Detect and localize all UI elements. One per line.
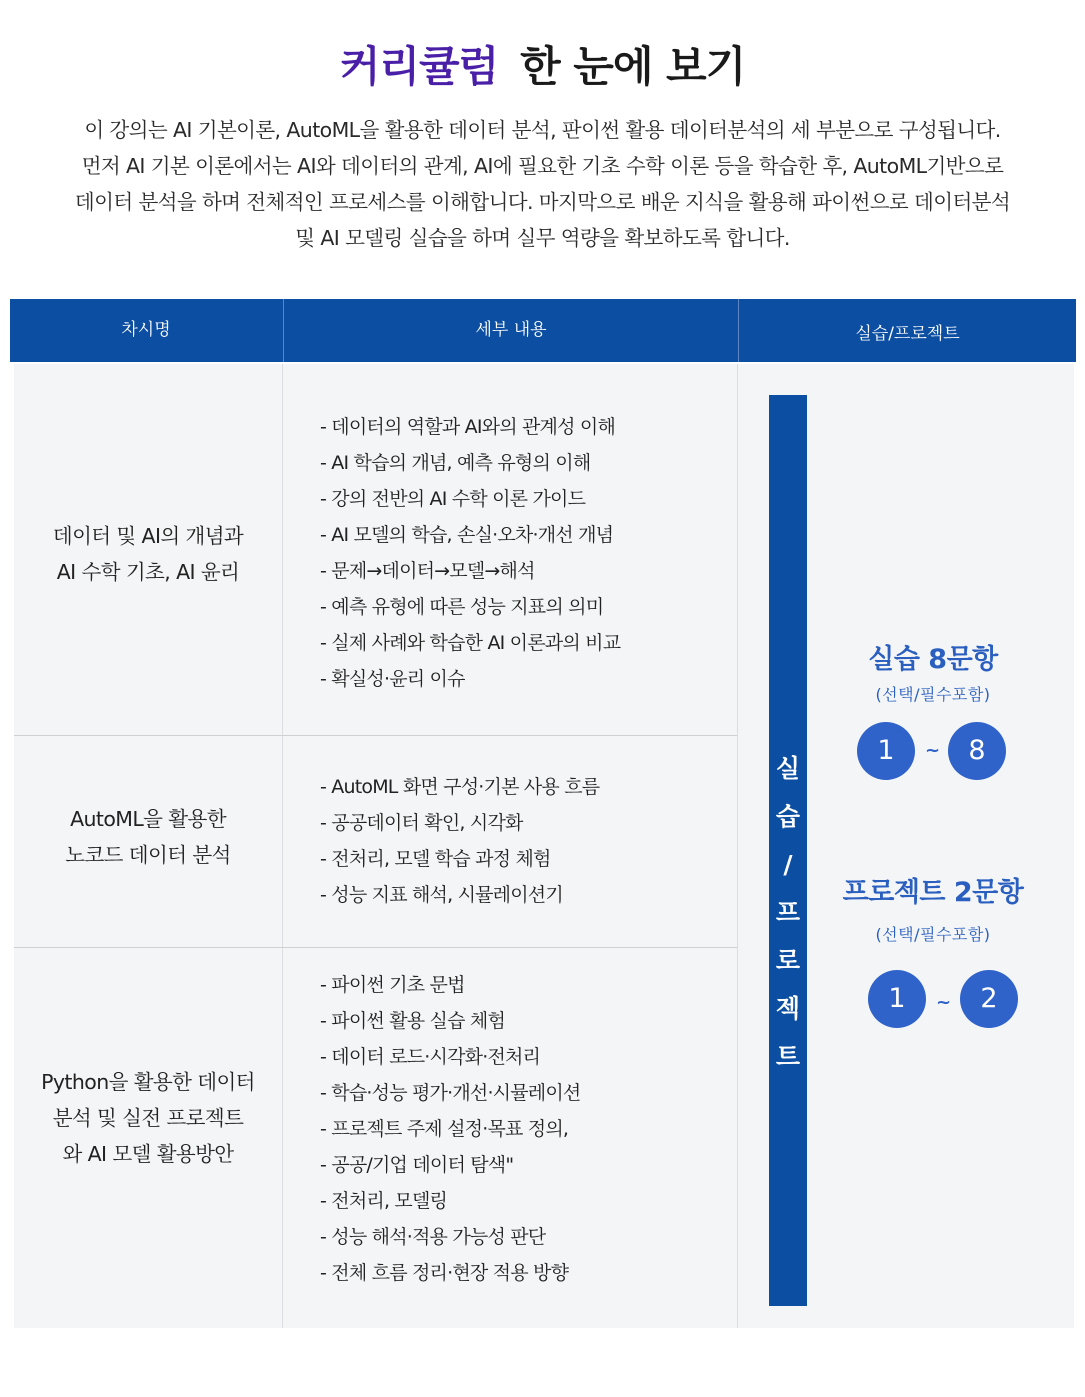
- detail-item: - 성능 해석·적용 가능성 판단: [320, 1226, 546, 1248]
- detail-item: - 예측 유형에 따른 성능 지표의 의미: [320, 596, 604, 618]
- project-range-end: 2: [960, 970, 1018, 1028]
- practice-project-bar-label: [769, 745, 807, 1081]
- project-range-tilde: ~: [936, 992, 952, 1013]
- bar-label-char: 습: [775, 802, 801, 831]
- bar-label-char: /: [783, 850, 793, 879]
- session-name-line: 분석 및 실전 프로젝트: [52, 1106, 244, 1130]
- table-header: [10, 299, 1076, 362]
- row2-session-name: [14, 801, 282, 873]
- row3-details: [320, 967, 580, 1291]
- practice-range-tilde: ~: [925, 740, 941, 761]
- intro-paragraph: [20, 112, 1065, 256]
- session-name-line: 와 AI 모델 활용방안: [62, 1142, 234, 1166]
- bar-label-char: 실: [775, 754, 801, 783]
- detail-item: - 확실성·윤리 이슈: [320, 668, 465, 690]
- intro-line: 이 강의는 AI 기본이론, AutoML을 활용한 데이터 분석, 판이썬 활용 데이터분석의 세 부분으로 구성됩니다.: [84, 118, 1001, 142]
- detail-item: - 실제 사례와 학습한 AI 이론과의 비교: [320, 632, 621, 654]
- detail-item: - 강의 전반의 AI 수학 이론 가이드: [320, 488, 586, 510]
- row1-details: [320, 409, 620, 697]
- project-range-start: 1: [868, 970, 926, 1028]
- intro-line: 데이터 분석을 하며 전체적인 프로세스를 이해합니다. 마지막으로 배운 지식을 활용해 파이썬으로 데이터분석: [74, 190, 1011, 214]
- intro-line: 및 AI 모델링 실습을 하며 실무 역량을 확보하도록 합니다.: [295, 226, 790, 250]
- practice-count-sub: (선택/필수포함): [875, 685, 991, 704]
- practice-count-title: 실습 8문항: [868, 644, 998, 675]
- column-divider: [737, 364, 738, 1328]
- session-name-line: 노코드 데이터 분석: [65, 843, 231, 867]
- header-practice-project: 실습/프로젝트: [738, 299, 1076, 362]
- detail-item: - AI 모델의 학습, 손실·오차·개선 개념: [320, 524, 614, 546]
- project-count-sub: (선택/필수포함): [875, 925, 991, 944]
- detail-item: - 전처리, 모델링: [320, 1190, 448, 1212]
- title-accent: 커리큘럼: [339, 42, 499, 91]
- row2-details: [320, 769, 599, 913]
- detail-item: - 학습·성능 평가·개선·시뮬레이션: [320, 1082, 581, 1104]
- detail-item: - 전체 흐름 정리·현장 적용 방향: [320, 1262, 569, 1284]
- detail-item: - AI 학습의 개념, 예측 유형의 이해: [320, 452, 591, 474]
- header-session-name: 차시명: [121, 320, 171, 340]
- row-divider: [14, 735, 737, 736]
- bar-label-char: 프: [775, 898, 801, 927]
- bar-label-char: 로: [775, 946, 801, 975]
- header-details: 세부 내용: [283, 299, 738, 362]
- session-name-line: AI 수학 기초, AI 윤리: [56, 560, 240, 584]
- detail-item: - 문제→데이터→모델→해석: [320, 560, 535, 582]
- detail-item: - 전처리, 모델 학습 과정 체험: [320, 848, 551, 870]
- intro-line: 먼저 AI 기본 이론에서는 AI와 데이터의 관계, AI에 필요한 기초 수학 이론 등을 학습한 후, AutoML기반으로: [81, 154, 1004, 178]
- table-body: [14, 364, 1074, 1328]
- detail-item: - 파이썬 활용 실습 체험: [320, 1010, 506, 1032]
- detail-item: - 데이터 로드·시각화·전처리: [320, 1046, 541, 1068]
- bar-label-char: 젝: [775, 994, 801, 1023]
- detail-item: - 파이썬 기초 문법: [320, 974, 465, 996]
- page-title: [0, 34, 1085, 94]
- session-name-line: 데이터 및 AI의 개념과: [52, 524, 244, 548]
- detail-item: - 프로젝트 주제 설정·목표 정의,: [320, 1118, 569, 1140]
- column-divider: [282, 364, 283, 1328]
- detail-item: - AutoML 화면 구성·기본 사용 흐름: [320, 776, 600, 798]
- practice-range-end: 8: [948, 722, 1006, 780]
- row1-session-name: [14, 518, 282, 590]
- project-count-title: 프로젝트 2문항: [842, 877, 1024, 908]
- session-name-line: AutoML을 활용한: [70, 807, 226, 831]
- detail-item: - 공공/기업 데이터 탐색": [320, 1154, 514, 1176]
- detail-item: - 공공데이터 확인, 시각화: [320, 812, 523, 834]
- detail-item: - 성능 지표 해석, 시뮬레이션기: [320, 884, 563, 906]
- bar-label-char: 트: [775, 1042, 801, 1071]
- session-name-line: Python을 활용한 데이터: [41, 1070, 255, 1094]
- title-rest: 한 눈에 보기: [520, 42, 746, 91]
- practice-range-start: 1: [857, 722, 915, 780]
- row3-session-name: [14, 1064, 282, 1172]
- detail-item: - 데이터의 역할과 AI와의 관계성 이해: [320, 416, 616, 438]
- row-divider: [14, 947, 737, 948]
